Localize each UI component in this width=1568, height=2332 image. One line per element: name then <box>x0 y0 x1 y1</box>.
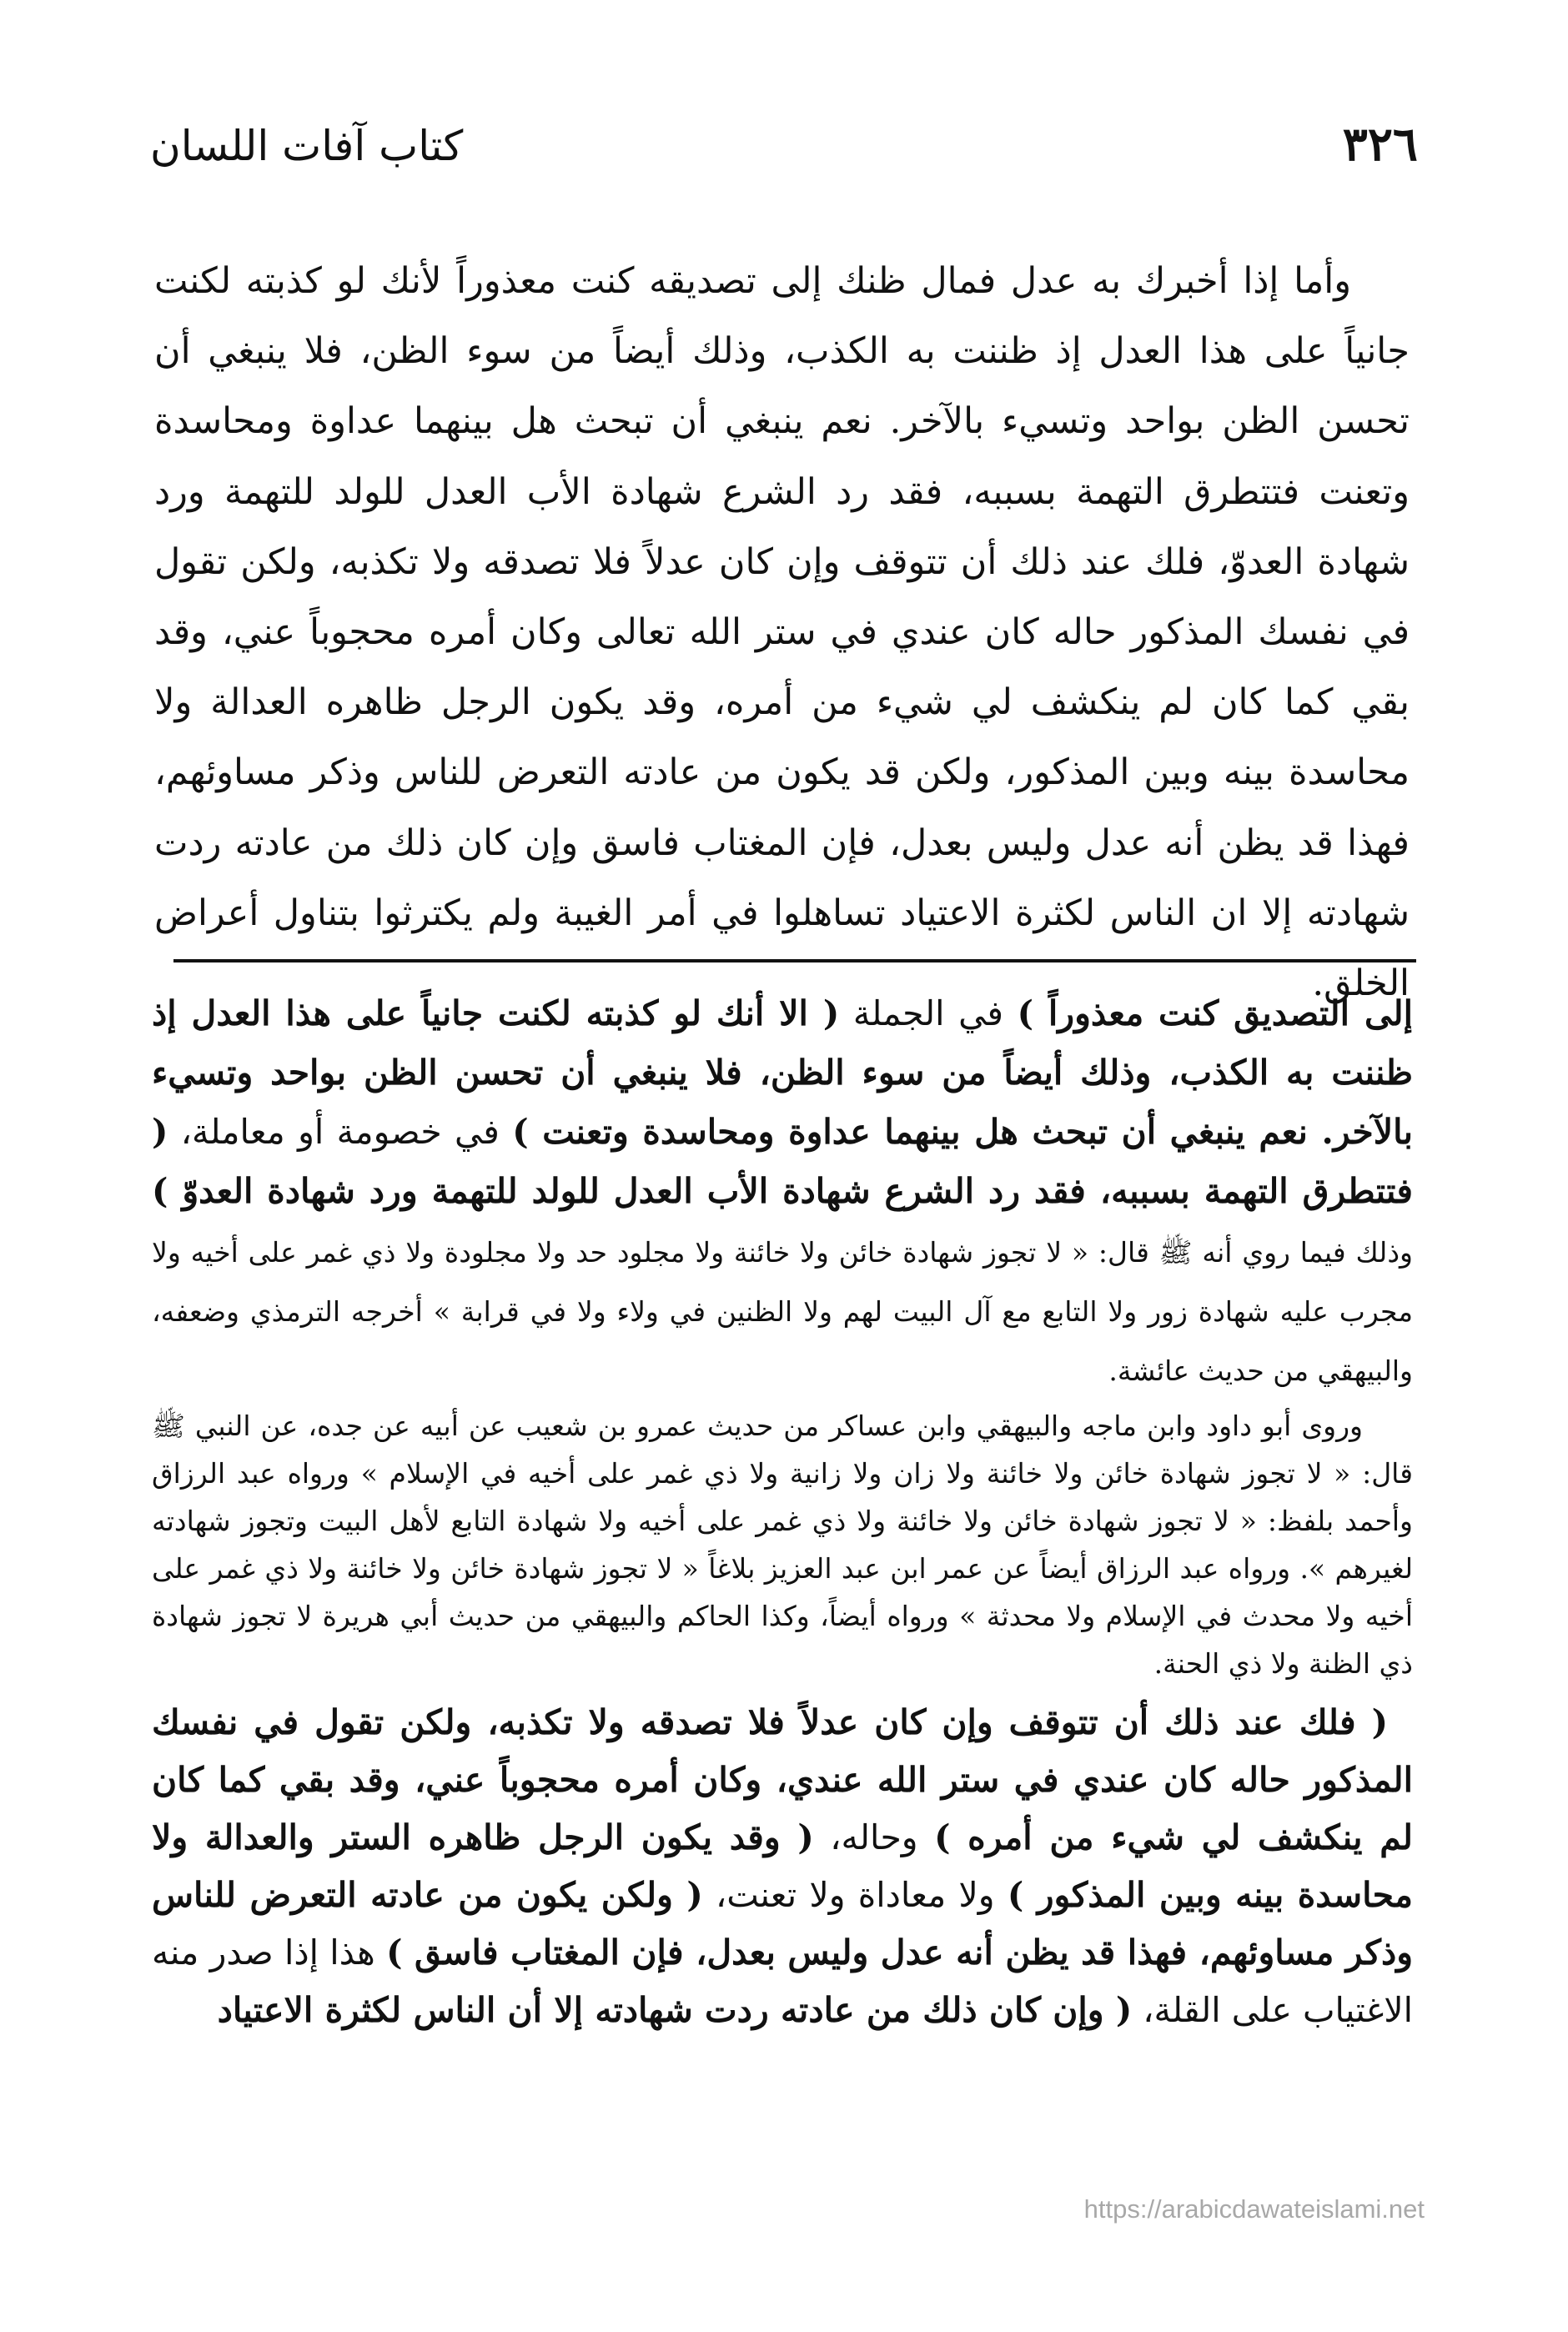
commentary-block-3 <box>152 1694 1413 2039</box>
quoted-text: ( فلك عند ذلك أن تتوقف وإن كان عدلاً فلا تصدقه ولا تكذبه، ولكن تقول في نفسك المذكور حاله كان عندي في ستر الله عندي، وكان أمره محجوباً عني، وقد بقي كما كان لم ينكشف لي شيء من أمره ) <box>152 1702 1413 1857</box>
separator-rule <box>173 959 1416 962</box>
quoted-text: إلى التصديق كنت معذوراً ) <box>1017 993 1413 1033</box>
main-text-block <box>154 246 1410 1018</box>
watermark-url: https://arabicdawateislami.net <box>1083 2194 1425 2224</box>
quoted-text: ( ولكن يكون من عادته التعرض للناس وذكر مساوئهم، فهذا قد يظن أنه عدل وليس بعدل، فإن المغتاب فاسق ) <box>152 1875 1413 1973</box>
quoted-text: ( الا أنك لو كذبته لكنت جانياً على هذا العدل إذ ظننت به الكذب، وذلك أيضاً من سوء الظن، فلا ينبغي أن تحسن الظن بواحد وتسيء بالآخر. نعم ينبغي أن تبحث هل بينهما عداوة ومحاسدة وتعنت ) <box>152 993 1413 1152</box>
commentary-text: هذا إذا صدر منه الاغتياب على القلة، <box>152 1932 1413 2030</box>
quoted-text: ( فتتطرق التهمة بسببه، فقد رد الشرع شهادة الأب العدل للولد للتهمة ورد شهادة العدوّ ) <box>152 1112 1413 1211</box>
commentary-block-1 <box>152 984 1413 1399</box>
quoted-text: ( وقد يكون الرجل ظاهره الستر والعدالة ولا محاسدة بينه وبين المذكور ) <box>152 1817 1414 1915</box>
commentary-text: وذلك فيما روي أنه ﷺ قال: « لا تجوز شهادة خائن ولا خائنة ولا مجلود حد ولا مجلودة ولا ذي غمر على أخيه ولا مجرب عليه شهادة زور ولا التابع مع آل البيت لهم ولا الظنين في ولاء ولا في قرابة » أخرجه الترمذي وضعفه، والبيهقي من حديث عائشة. <box>152 1236 1413 1387</box>
page-number: ٣٢٦ <box>1342 117 1418 172</box>
commentary-section <box>152 984 1413 2039</box>
page-header <box>150 117 1418 175</box>
quoted-text: ( وإن كان ذلك من عادته ردت شهادته إلا أن الناس لكثرة الاعتياد <box>217 1990 1133 2030</box>
commentary-text: في خصومة أو معاملة، <box>168 1112 513 1152</box>
commentary-block-2: وروى أبو داود وابن ماجه والبيهقي وابن عساكر من حديث عمرو بن شعيب عن أبيه عن جده، عن النبي ﷺ قال: « لا تجوز شهادة خائن ولا خائنة ولا زان ولا زانية ولا ذي غمر على أخيه في الإسلام » ورواه عبد الرزاق وأحمد بلفظ: « لا تجوز شهادة خائن ولا خائنة ولا ذي غمر على أخيه ولا شهادة التابع لأهل البيت وتجوز شهادته لغيرهم ». ورواه عبد الرزاق أيضاً عن عمر ابن عبد العزيز بلاغاً « لا تجوز شهادة خائن ولا خائنة ولا ذي غمر على أخيه ولا محدث في الإسلام ولا محدثة » ورواه أيضاً، وكذا الحاكم والبيهقي من حديث أبي هريرة لا تجوز شهادة ذي الظنة ولا ذي الحنة. <box>152 1410 1413 1680</box>
commentary-text: ولا معاداة ولا تعنت، <box>702 1875 1008 1915</box>
running-title: كتاب آفات اللسان <box>150 122 464 170</box>
main-paragraph: وأما إذا أخبرك به عدل فمال ظنك إلى تصديقه كنت معذوراً لأنك لو كذبته لكنت جانياً على هذا العدل إذ ظننت به الكذب، وذلك أيضاً من سوء الظن، فلا ينبغي أن تحسن الظن بواحد وتسيء بالآخر. نعم ينبغي أن تبحث هل بينهما عداوة ومحاسدة وتعنت فتتطرق التهمة بسببه، فقد رد الشرع شهادة الأب العدل للولد للتهمة ورد شهادة العدوّ، فلك عند ذلك أن تتوقف وإن كان عدلاً فلا تصدقه ولا تكذبه، ولكن تقول في نفسك المذكور حاله كان عندي في ستر الله تعالى وكان أمره محجوباً عني، وقد بقي كما كان لم ينكشف لي شيء من أمره، وقد يكون الرجل ظاهره العدالة ولا محاسدة بينه وبين المذكور، ولكن قد يكون من عادته التعرض للناس وذكر مساوئهم، فهذا قد يظن أنه عدل وليس بعدل، فإن المغتاب فاسق وإن كان ذلك من عادته ردت شهادته إلا ان الناس لكثرة الاعتياد تساهلوا في أمر الغيبة ولم يكترثوا بتناول أعراض الخلق. <box>154 260 1410 1005</box>
commentary-text: وحاله، <box>813 1817 935 1857</box>
commentary-text: في الجملة <box>839 993 1018 1033</box>
